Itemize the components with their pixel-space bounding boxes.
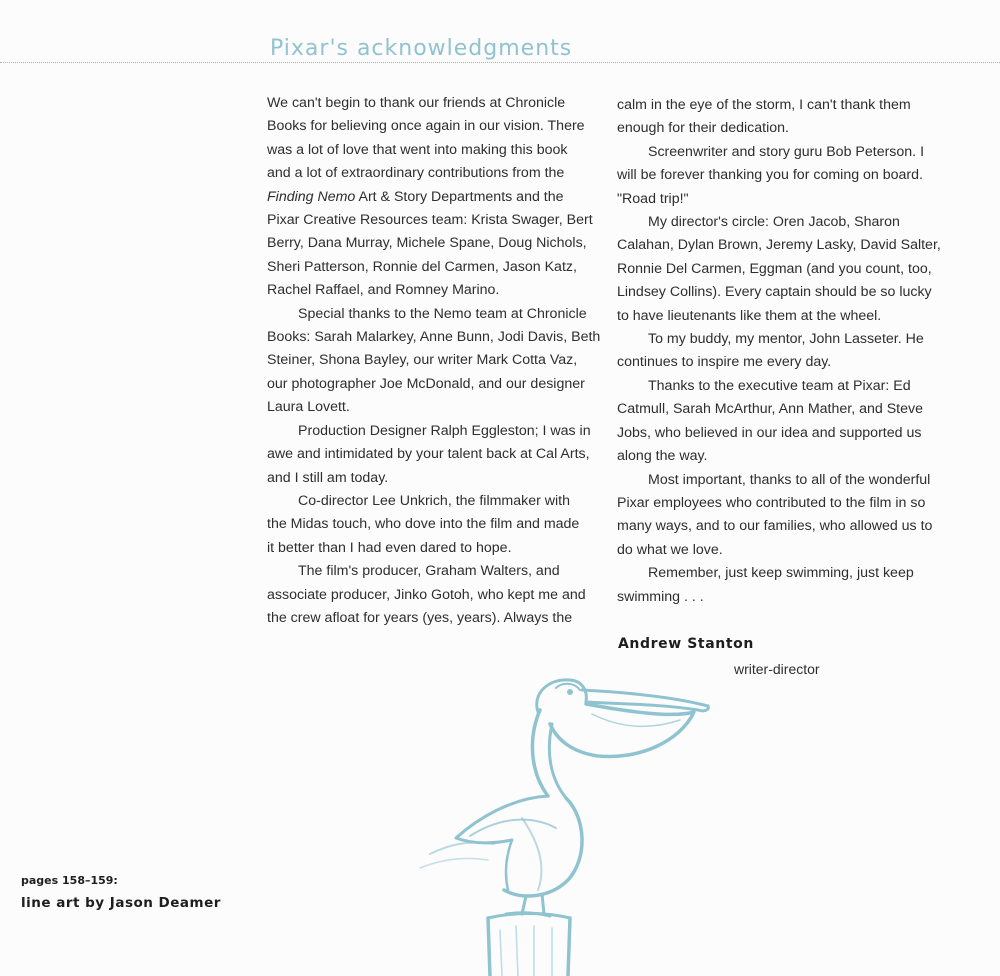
- film-title: Finding Nemo: [267, 188, 356, 205]
- text-line: many ways, and to our families, who allowed us to: [617, 518, 933, 535]
- text-line: My director's circle: Oren Jacob, Sharon: [648, 214, 900, 231]
- text-line: Most important, thanks to all of the wonderful: [648, 471, 931, 488]
- credit-pages: pages 158–159:: [21, 874, 118, 887]
- text-line: awe and intimidated by your talent back at Cal Arts,: [267, 446, 590, 463]
- text-line: Production Designer Ralph Eggleston; I was in: [298, 422, 591, 439]
- text-line: Catmull, Sarah McArthur, Ann Mather, and Steve: [617, 401, 923, 418]
- text-line: The film's producer, Graham Walters, and: [298, 563, 560, 580]
- text-line: the Midas touch, who dove into the film and made: [267, 516, 580, 533]
- paragraph: [617, 94, 947, 141]
- text-line: Pixar employees who contributed to the film in so: [617, 494, 926, 511]
- text-line: will be forever thanking you for coming on board.: [617, 167, 923, 184]
- text-line: We can't begin to thank our friends at Chronicle: [267, 95, 566, 111]
- text-line: do what we love.: [617, 541, 723, 558]
- credit-art: line art by Jason Deamer: [21, 895, 221, 911]
- text-line: Remember, just keep swimming, just keep: [648, 565, 914, 582]
- pelican-sketch-icon: [410, 668, 720, 976]
- header-dotted-rule: [0, 62, 1000, 63]
- text-line: the crew afloat for years (yes, years). Always the: [267, 609, 573, 626]
- text-line: Rachel Raffael, and Romney Marino.: [267, 282, 500, 299]
- text-line: To my buddy, my mentor, John Lasseter. He: [648, 331, 924, 348]
- text-line: Jobs, who believed in our idea and supported us: [617, 424, 922, 441]
- paragraph: [267, 303, 601, 420]
- paragraph: [617, 375, 947, 469]
- text-line: swimming . . .: [617, 588, 704, 605]
- text-line: Sheri Patterson, Ronnie del Carmen, Jason Katz,: [267, 258, 577, 275]
- left-text-column: [267, 92, 601, 630]
- paragraph: [617, 562, 947, 609]
- text-line: Lindsey Collins). Every captain should be so lucky: [617, 284, 932, 301]
- signature-name: Andrew Stanton: [618, 636, 754, 652]
- paragraph: [617, 141, 947, 211]
- text-line: Screenwriter and story guru Bob Peterson. I: [648, 143, 925, 160]
- page-title: Pixar's acknowledgments: [270, 36, 573, 61]
- signature-role: writer-director: [734, 661, 820, 677]
- paragraph: [617, 211, 947, 328]
- paragraph: [267, 560, 597, 630]
- text-line: enough for their dedication.: [617, 120, 789, 137]
- text-line: it better than I had even dared to hope.: [267, 539, 512, 556]
- text-fragment: Art & Story Departments and the: [355, 188, 564, 205]
- paragraph: [267, 420, 597, 490]
- text-line: [267, 186, 597, 209]
- text-line: Steiner, Shona Bayley, our writer Mark Cotta Vaz,: [267, 352, 578, 369]
- paragraph: [617, 469, 947, 563]
- text-line: our photographer Joe McDonald, and our designer: [267, 375, 585, 392]
- text-line: Ronnie Del Carmen, Eggman (and you count, too,: [617, 260, 932, 277]
- text-line: along the way.: [617, 448, 708, 465]
- paragraph: [617, 328, 947, 375]
- text-line: to have lieutenants like them at the wheel.: [617, 307, 882, 324]
- text-line: associate producer, Jinko Gotoh, who kept me and: [267, 586, 586, 603]
- text-line: Co-director Lee Unkrich, the filmmaker with: [298, 492, 571, 509]
- text-line: was a lot of love that went into making this book: [267, 141, 568, 158]
- text-line: and a lot of extraordinary contributions from the: [267, 165, 565, 182]
- text-line: Pixar Creative Resources team: Krista Swager, Bert: [267, 212, 593, 229]
- text-line: "Road trip!": [617, 190, 689, 207]
- text-line: Calahan, Dylan Brown, Jeremy Lasky, David Salter,: [617, 237, 941, 254]
- text-line: Books for believing once again in our vision. There: [267, 118, 585, 135]
- right-text-column: [617, 94, 947, 609]
- text-line: continues to inspire me every day.: [617, 354, 832, 371]
- paragraph: [267, 92, 597, 303]
- text-line: calm in the eye of the storm, I can't thank them: [617, 97, 911, 113]
- text-line: Berry, Dana Murray, Michele Spane, Doug Nichols,: [267, 235, 587, 252]
- text-line: Laura Lovett.: [267, 399, 350, 416]
- text-line: and I still am today.: [267, 469, 389, 486]
- text-line: Special thanks to the Nemo team at Chronicle: [298, 305, 587, 322]
- paragraph: [267, 490, 597, 560]
- text-line: Thanks to the executive team at Pixar: Ed: [648, 377, 911, 394]
- text-line: Books: Sarah Malarkey, Anne Bunn, Jodi Davis, Beth: [267, 329, 601, 346]
